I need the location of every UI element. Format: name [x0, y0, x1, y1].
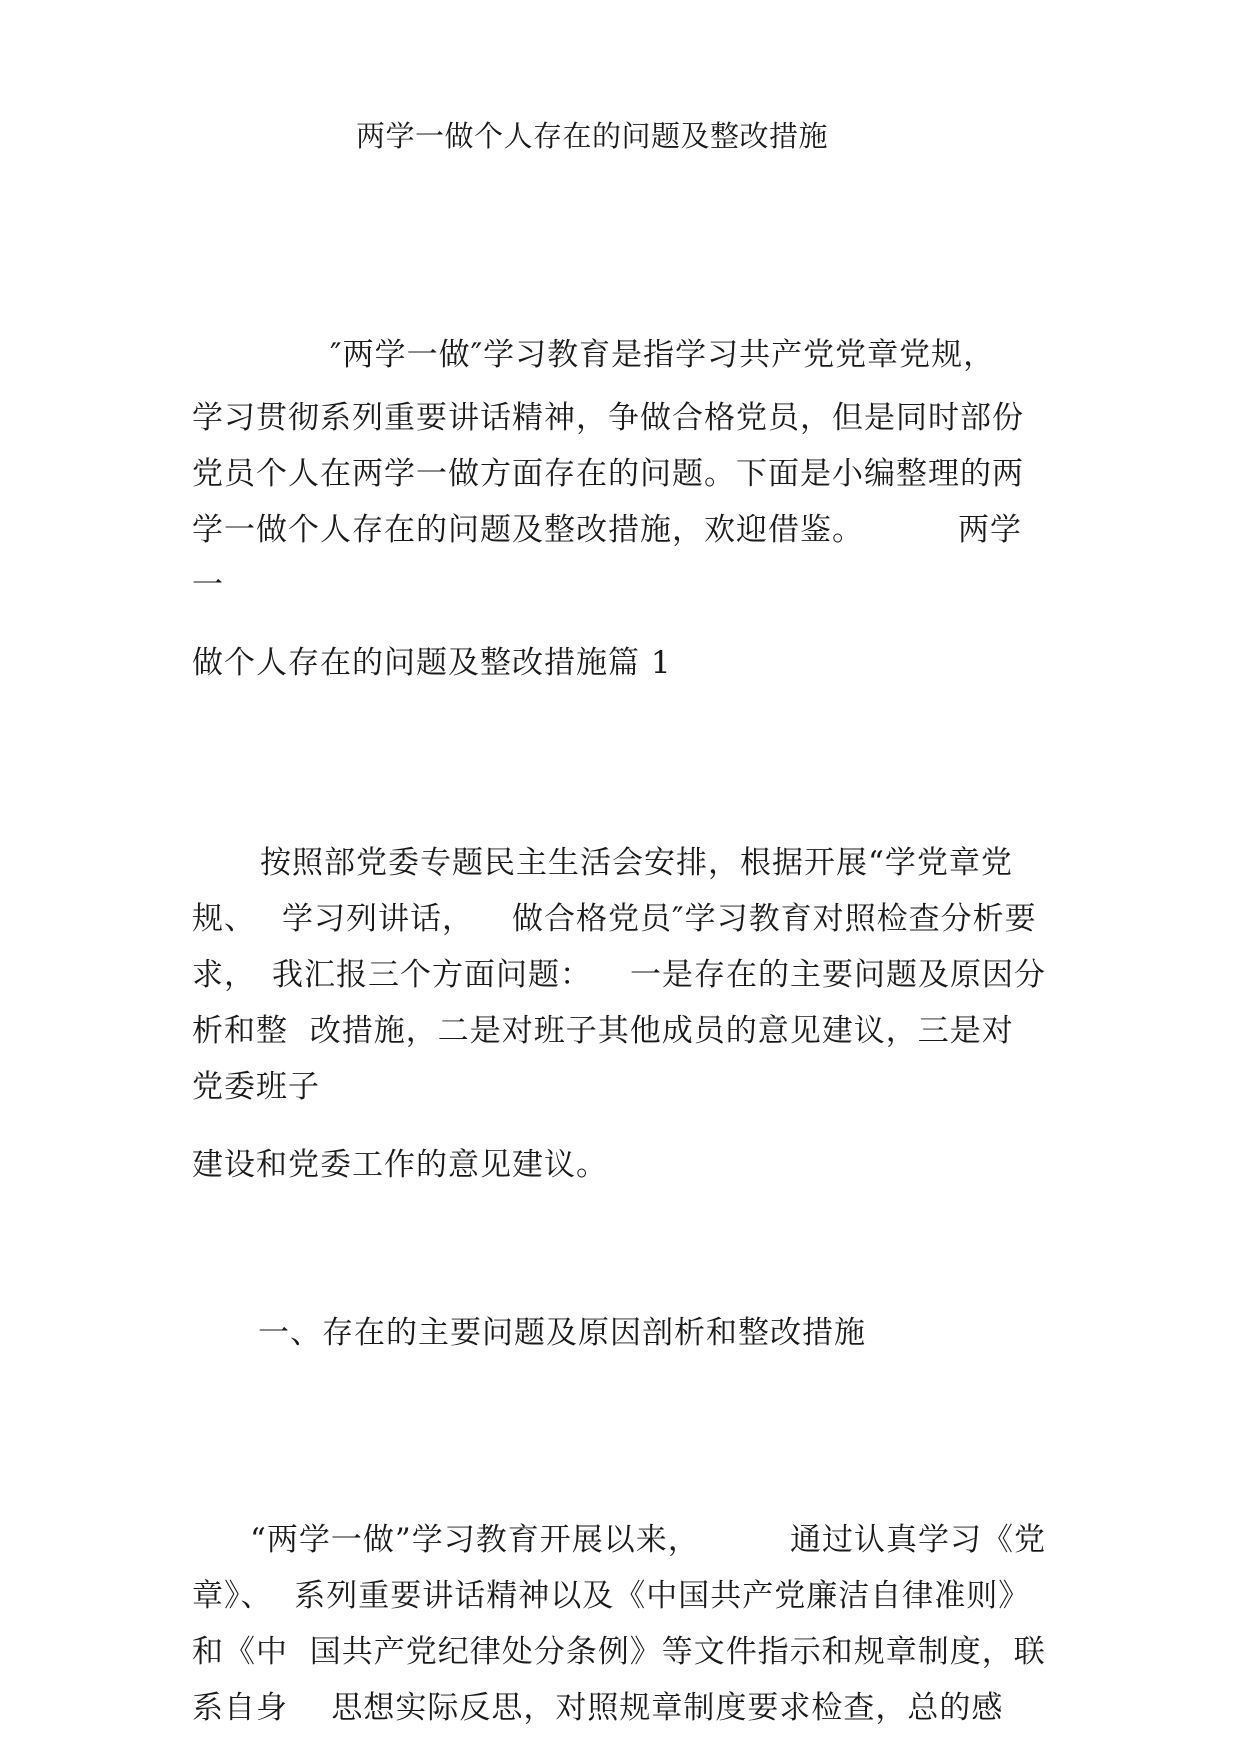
section-heading: 一、存在的主要问题及原因剖析和整改措施: [258, 1315, 866, 1351]
para2-line-3: 和《中 国共产党纪律处分条例》等文件指示和规章制度，联: [192, 1634, 1046, 1670]
para1-line-3a: 求，: [192, 957, 256, 993]
para2-line-2: 章》、 系列重要讲话精神以及《中国共产党廉洁自律准则》: [192, 1578, 1031, 1614]
para2-line-1a: “两学一做”学习教育开展以来，: [250, 1522, 700, 1558]
para1-line-4: 析和整 改措施，二是对班子其他成员的意见建议，三是对: [192, 1013, 1014, 1049]
para1-line-3b: 我汇报三个方面问题：: [272, 957, 592, 993]
document-title: 两学一做个人存在的问题及整改措施: [356, 119, 829, 153]
para1-line-5: 党委班子: [192, 1069, 320, 1105]
intro-line-3: 党员个人在两学一做方面存在的问题。下面是小编整理的两: [192, 456, 1024, 492]
intro-line-5: 一: [192, 567, 224, 603]
para1-line-6: 建设和党委工作的意见建议。: [192, 1147, 608, 1183]
intro-line-2: 学习贯彻系列重要讲话精神，争做合格党员，但是同时部份: [192, 400, 1024, 436]
para1-line-2a: 规、: [192, 901, 256, 937]
para1-line-2c: 做合格党员″学习教育对照检查分析要: [512, 901, 1037, 937]
para2-line-4: 系自身 思想实际反思，对照规章制度要求检查，总的感: [192, 1690, 1004, 1726]
intro-line-4-left: 学一做个人存在的问题及整改措施，欢迎借鉴。: [192, 512, 864, 548]
intro-line-4-right: 两学: [958, 512, 1022, 548]
intro-line-1: ″两学一做″学习教育是指学习共产党党章党规，: [330, 337, 996, 373]
para1-line-3c: 一是存在的主要问题及原因分: [630, 957, 1046, 993]
para1-line-2b: 学习列讲话，: [282, 901, 474, 937]
para1-line-1: 按照部党委专题民主生活会安排，根据开展“学党章党: [260, 845, 1013, 881]
intro-line-6: 做个人存在的问题及整改措施篇 1: [192, 645, 672, 681]
para2-line-1b: 通过认真学习《党: [790, 1522, 1046, 1558]
